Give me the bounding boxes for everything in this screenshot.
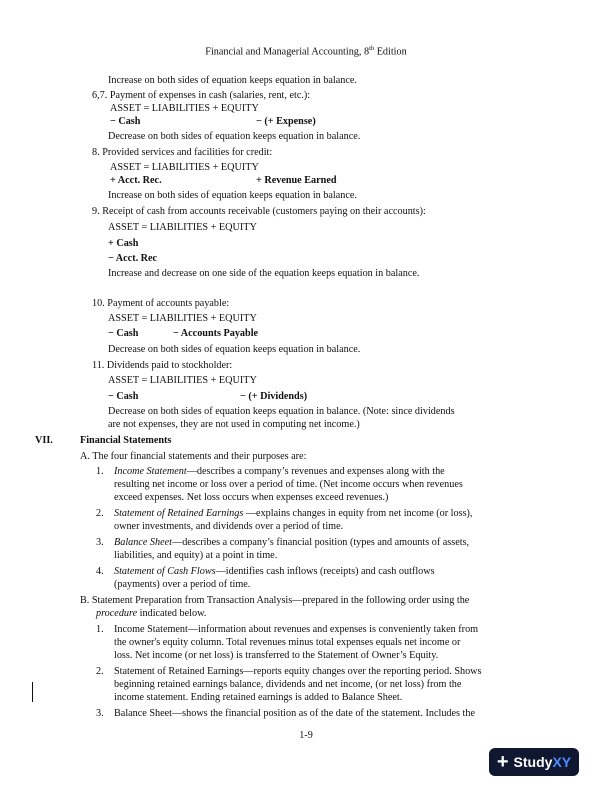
a1-line-2: resulting net income or loss over a period of time. (Net income occurs when revenues (114, 479, 463, 490)
item-8-revenue: + Revenue Earned (256, 175, 337, 186)
item-9-note: Increase and decrease on one side of the equation keeps equation in balance. (108, 268, 420, 279)
b-procedure-term: procedure (96, 608, 138, 619)
a2-line-1 (114, 508, 472, 520)
b2-line-3: income statement. Ending retained earnings is added to Balance Sheet. (114, 692, 403, 703)
a2-line-2: owner investments, and dividends over a period of time. (114, 521, 344, 532)
a4-term: Statement of Cash Flows (114, 566, 216, 577)
text-cursor (32, 682, 33, 702)
a4-text: —identifies cash inflows (receipts) and cash outflows (215, 566, 435, 577)
a4-line-2: (payments) over a period of time. (114, 579, 251, 590)
line-increase-balance: Increase on both sides of equation keeps equation in balance. (108, 75, 357, 86)
subsection-a-title: A. The four financial statements and their purposes are: (80, 451, 307, 462)
section-vii-title: Financial Statements (80, 435, 172, 446)
item-6-7-cash: − Cash (110, 116, 141, 127)
plus-icon: + (496, 751, 509, 773)
header-sup: th (369, 45, 375, 52)
b1-line-1: Income Statement—information about revenues and expenses is conveniently taken from (114, 624, 479, 635)
item-10-title: 10. Payment of accounts payable: (92, 298, 230, 309)
header-title-end: Edition (374, 46, 407, 58)
item-9-cash: + Cash (108, 238, 139, 249)
a1-text: —describes a company’s revenues and expenses along with the (186, 466, 445, 477)
a3-number: 3. (96, 537, 104, 548)
brand-study: Study (513, 754, 553, 770)
page-header (0, 45, 612, 58)
item-11-cash: − Cash (108, 391, 139, 402)
a4-number: 4. (96, 566, 104, 577)
item-6-7-expense: − (+ Expense) (256, 116, 316, 127)
item-10-accounts-payable: − Accounts Payable (173, 328, 259, 339)
b1-number: 1. (96, 624, 104, 635)
item-10-equation: ASSET = LIABILITIES + EQUITY (108, 313, 257, 324)
item-10-cash: − Cash (108, 328, 139, 339)
item-6-7-equation: ASSET = LIABILITIES + EQUITY (110, 103, 259, 114)
item-8-title: 8. Provided services and facilities for credit: (92, 147, 273, 158)
item-8-equation: ASSET = LIABILITIES + EQUITY (110, 162, 259, 173)
b2-line-1: Statement of Retained Earnings—reports equity changes over the reporting period. Shows (114, 666, 482, 677)
b3-line-1: Balance Sheet—shows the financial position as of the date of the statement. Includes the (114, 708, 475, 719)
item-11-title: 11. Dividends paid to stockholder: (92, 360, 233, 371)
b-line-2-text: indicated below. (137, 608, 207, 619)
a2-term: Statement of Retained Earnings (114, 508, 244, 519)
a1-term: Income Statement (114, 466, 187, 477)
item-9-equation: ASSET = LIABILITIES + EQUITY (108, 222, 257, 233)
brand-xy: XY (552, 754, 572, 770)
a3-text: —describes a company’s financial position (types and amounts of assets, (172, 537, 470, 548)
item-8-acct-rec: + Acct. Rec. (110, 175, 162, 186)
a1-number: 1. (96, 466, 104, 477)
studyxy-badge[interactable] (489, 748, 579, 776)
a2-text: —explains changes in equity from net income (or loss), (243, 508, 473, 519)
subsection-b-title: B. Statement Preparation from Transaction Analysis—prepared in the following order using the (80, 595, 470, 606)
a4-line-1 (114, 566, 435, 578)
section-vii-number: VII. (35, 435, 53, 446)
header-title: Financial and Managerial Accounting, 8 (205, 46, 370, 58)
a1-line-3: exceed expenses. Net loss occurs when expenses exceed revenues.) (114, 492, 389, 503)
b3-number: 3. (96, 708, 104, 719)
subsection-b-line-2 (96, 608, 206, 620)
item-11-dividends: − (+ Dividends) (240, 391, 308, 402)
a3-line-2: liabilities, and equity) at a point in time. (114, 550, 278, 561)
a3-term: Balance Sheet (114, 537, 172, 548)
a1-line-1 (114, 466, 445, 478)
item-6-7-note: Decrease on both sides of equation keeps equation in balance. (108, 131, 361, 142)
item-9-title: 9. Receipt of cash from accounts receivable (customers paying on their accounts): (92, 206, 426, 217)
page-number: 1-9 (299, 730, 313, 741)
b2-number: 2. (96, 666, 104, 677)
a2-number: 2. (96, 508, 104, 519)
b2-line-2: beginning retained earnings balance, dividends and net income, (or net loss) from the (114, 679, 462, 690)
a3-line-1 (114, 537, 469, 549)
brand-name (514, 754, 572, 770)
item-9-acct-rec: − Acct. Rec (108, 253, 158, 264)
item-8-note: Increase on both sides of equation keeps equation in balance. (108, 190, 357, 201)
b1-line-3: loss. Net income (or net loss) is transferred to the Statement of Owner’s Equity. (114, 650, 439, 661)
item-11-note-2: are not expenses, they are not used in computing net income.) (108, 419, 360, 430)
item-11-equation: ASSET = LIABILITIES + EQUITY (108, 375, 257, 386)
item-11-note-1: Decrease on both sides of equation keeps equation in balance. (Note: since dividends (108, 406, 455, 417)
item-6-7-title: 6,7. Payment of expenses in cash (salaries, rent, etc.): (92, 90, 311, 101)
item-10-note: Decrease on both sides of equation keeps equation in balance. (108, 344, 361, 355)
b1-line-2: the owner's equity column. Total revenues minus total expenses equals net income or (114, 637, 461, 648)
